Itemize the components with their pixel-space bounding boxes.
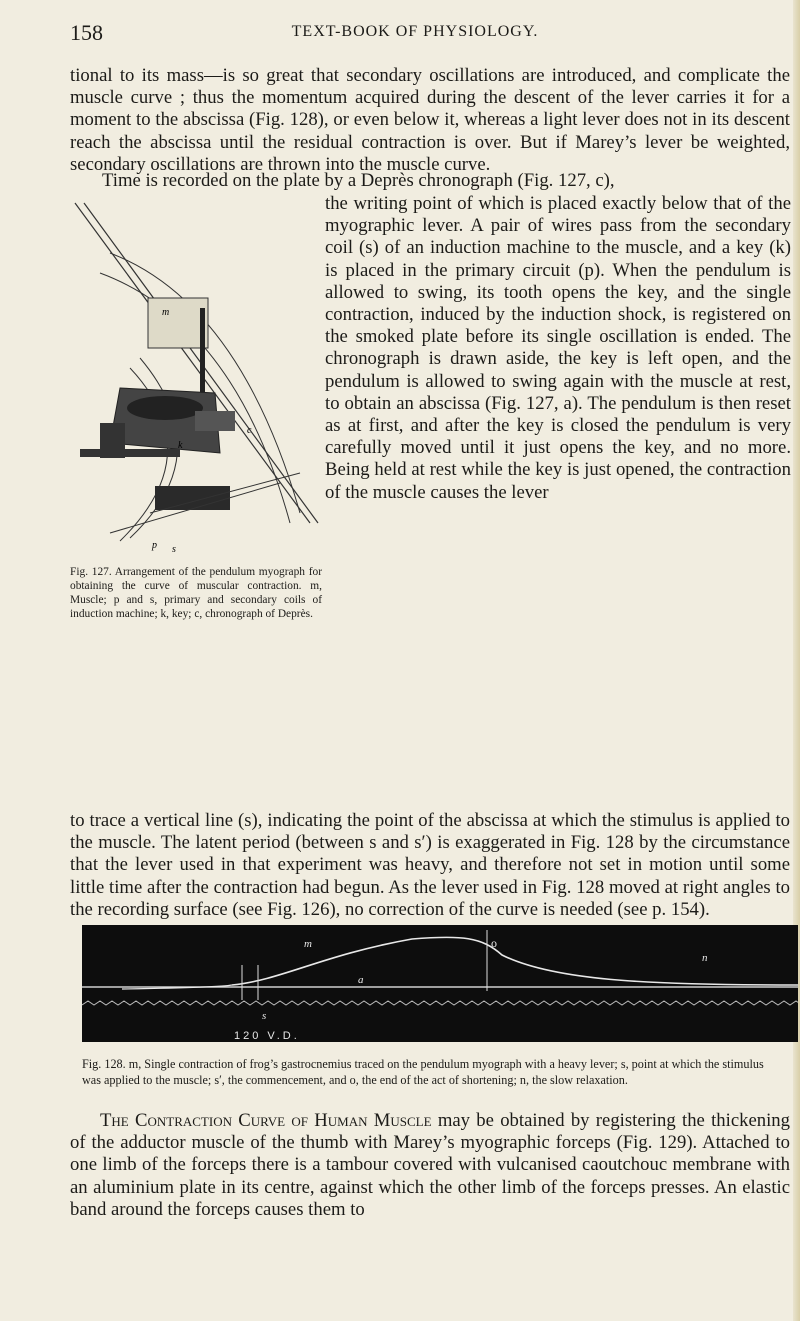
label-p: p (152, 540, 157, 551)
figure-127-pendulum-myograph (70, 193, 322, 553)
page-header (70, 20, 760, 48)
time-label: 120 V.D. (234, 1030, 300, 1042)
label-s: s (262, 1010, 267, 1022)
muscle-curve-tracing (82, 925, 798, 1042)
figure-128-muscle-curve (82, 925, 798, 1042)
label-k: k (178, 440, 183, 451)
label-o: o (491, 936, 497, 950)
running-head: TEXT-BOOK OF PHYSIOLOGY. (291, 23, 539, 40)
paragraph-2-wrap: the writing point of which is placed exactly below that of the myographic lever. A pair of wires pass from the secondary coil (s) of an induction machine to the muscle, and a key (k) is placed in the primary circuit (p). When the pendulum is allowed to swing, its tooth opens the key, and the single contraction, induced by the induction shock, is registered on the smoked plate before its single oscillation is ended. The chronograph is drawn aside, the key is left open, and the pendulum is allowed to swing again with the muscle at rest, to obtain an abscissa (Fig. 127, a). The pendulum is then reset as at first, and after the key is closed the pendulum is very carefully moved until it just opens the key, and no more. Being held at rest while the key is just opened, the contraction of the muscle causes the lever (325, 193, 791, 503)
paragraph-1: tional to its mass—is so great that secondary oscillations are introduced, and complicate the muscle curve ; thus the momentum acquired during the descent of the lever carries it for a moment to the abscissa (Fig. 128), or even below it, whereas a light lever does not in its descent reach the abscissa until the residual contraction is over. But if Marey’s lever be weighted, secondary oscillations are thrown into the muscle curve. (70, 65, 790, 175)
label-c: c (247, 425, 252, 436)
label-n: n (702, 952, 708, 964)
paragraph-3 (70, 1110, 790, 1221)
paragraph-2-start: Time is recorded on the plate by a Deprès chronograph (Fig. 127, c), (102, 170, 615, 191)
page-edge (793, 0, 800, 1321)
figure-127-caption: Fig. 127. Arrangement of the pendulum myograph for obtaining the curve of muscular contraction. m, Muscle; p and s, primary and secondary coils of induction machine; k, key; c, chronograph of Deprès. (70, 566, 322, 620)
paragraph-3-text: may be obtained by registering the thickening of the adductor muscle of the thumb with Marey’s myographic forceps (Fig. 129). Attached to one limb of the forceps there is a tambour covered with vulcanised caoutchouc membrane with an aluminium plate in its centre, against which the other limb of the forceps presses. An elastic band around the forceps causes them to (70, 1110, 790, 1220)
label-m: m (304, 938, 312, 950)
figure-128-caption: Fig. 128. m, Single contraction of frog’s gastrocnemius traced on the pendulum myograph with a heavy lever; s, point at which the stimulus was applied to the muscle; s′, the commencement, and o, the end of the act of shortening; n, the slow relaxation. (82, 1057, 764, 1087)
label-m: m (162, 307, 170, 318)
paragraph-2-end: to trace a vertical line (s), indicating the point of the abscissa at which the stimulus is applied to the muscle. The latent period (between s and s′) is exaggerated in Fig. 128 by the circumstance that the lever used in that experiment was heavy, and therefore not set in motion until some little time after the contraction had begun. As the lever used in Fig. 128 moved at right angles to the recording surface (see Fig. 126), no correction of the curve is needed (see p. 154). (70, 810, 790, 920)
pendulum-myograph-drawing (70, 193, 322, 553)
section-heading: The Contraction Curve of Human Muscle (100, 1110, 432, 1131)
label-a: a (358, 974, 364, 986)
page-number: 158 (70, 20, 103, 45)
label-s: s (172, 544, 176, 553)
